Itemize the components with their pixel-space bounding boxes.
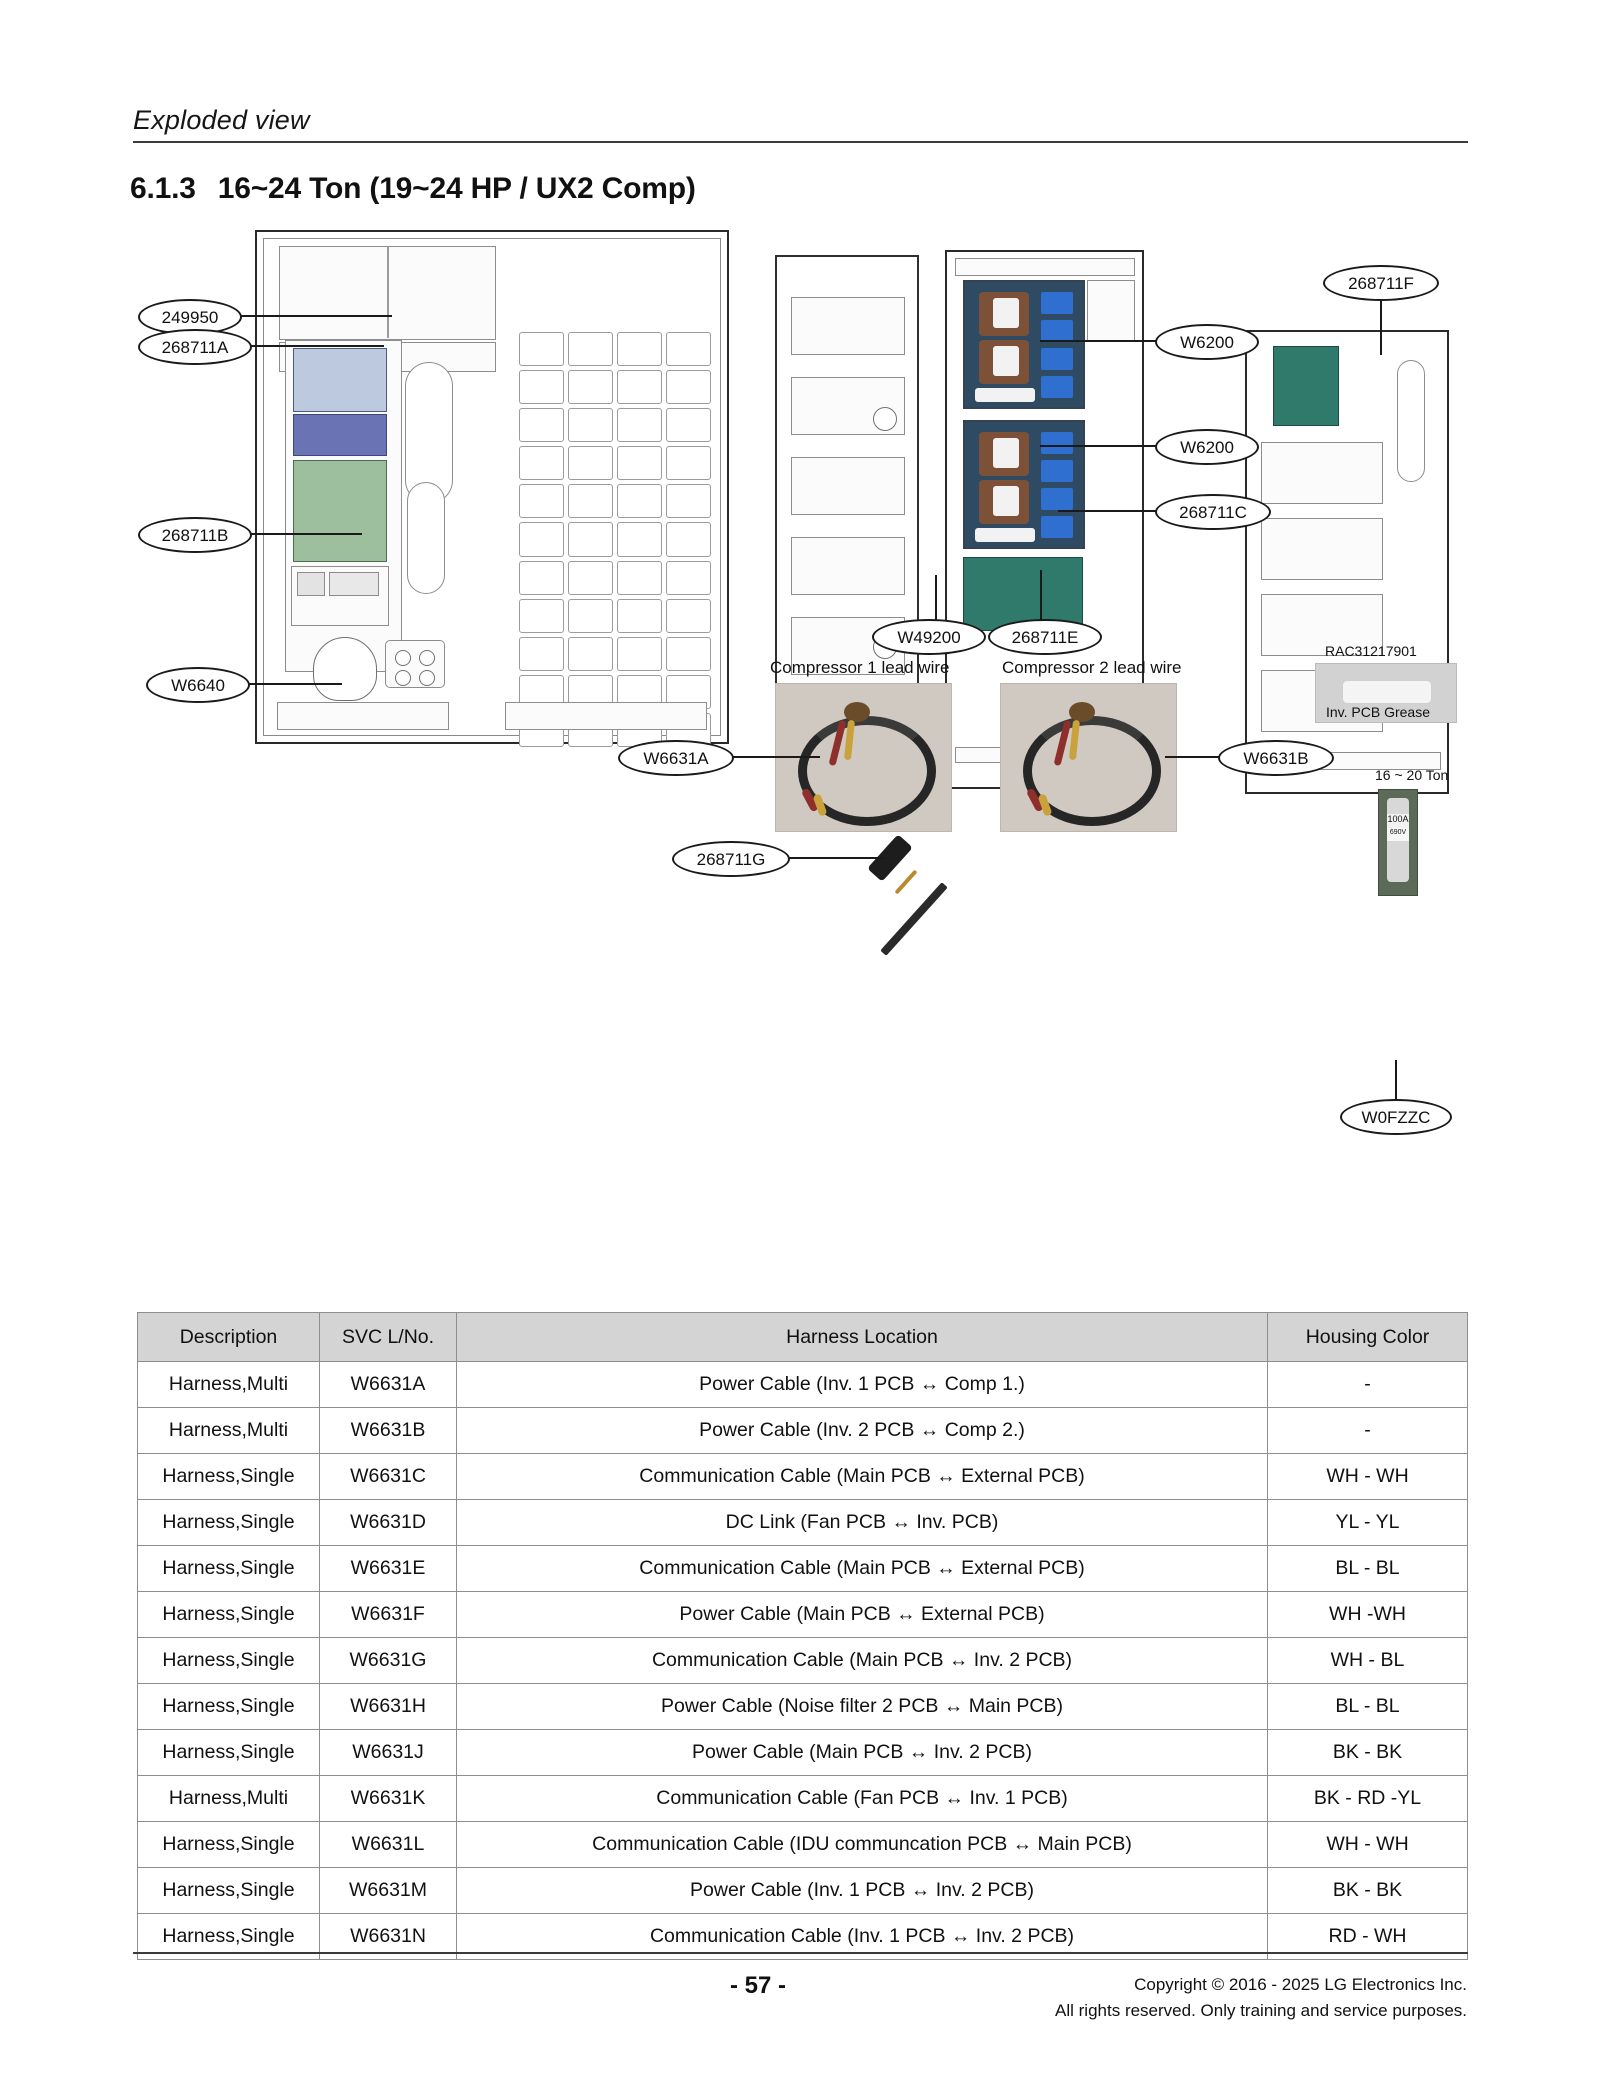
page-number: - 57 - — [730, 1972, 787, 1999]
callout-label: 268711B — [161, 525, 229, 545]
frame-slot-1 — [791, 297, 905, 355]
leader-268711E — [1040, 570, 1042, 620]
fuse-rating-label: 100A — [1387, 814, 1409, 828]
inverter-pcb-2 — [293, 460, 387, 562]
fuse-range-caption: 16 ~ 20 Ton — [1375, 767, 1449, 783]
callout-268711B[interactable] — [138, 517, 252, 553]
cell-location: Power Cable (Noise filter 2 PCB ↔ Main PCB) — [457, 1684, 1268, 1730]
callout-label: W6640 — [171, 675, 225, 695]
cell-description: Harness,Single — [138, 1684, 320, 1730]
cell-description: Harness,Single — [138, 1822, 320, 1868]
cell-location: Communication Cable (Inv. 1 PCB ↔ Inv. 2 PCB) — [457, 1914, 1268, 1960]
cell-color: BK - RD -YL — [1268, 1776, 1468, 1822]
cell-svc: W6631A — [320, 1362, 457, 1408]
compressor-2-caption: Compressor 2 lead wire — [1002, 658, 1182, 677]
table-row — [138, 1362, 1468, 1408]
callout-W6640[interactable] — [146, 667, 250, 703]
assembly-right-bay — [1087, 280, 1135, 342]
compressor-2 — [385, 640, 445, 688]
cell-color: BL - BL — [1268, 1684, 1468, 1730]
fuse-photo — [1378, 789, 1418, 896]
callout-W6631B[interactable] — [1218, 740, 1334, 776]
base-pan-right — [505, 702, 707, 730]
leader-268711C — [1058, 510, 1166, 512]
callout-W6631A[interactable] — [618, 740, 734, 776]
cell-location: Power Cable (Inv. 2 PCB ↔ Comp 2.) — [457, 1408, 1268, 1454]
cell-svc: W6631J — [320, 1730, 457, 1776]
callout-label: W6631A — [643, 748, 709, 768]
harness-table — [137, 1312, 1468, 1960]
harness-table-container — [137, 1312, 1467, 1960]
cell-color: WH - WH — [1268, 1822, 1468, 1868]
cell-location: Communication Cable (Main PCB ↔ External PCB) — [457, 1454, 1268, 1500]
cell-color: - — [1268, 1408, 1468, 1454]
cell-description: Harness,Multi — [138, 1776, 320, 1822]
compressor-1-lead-wire-photo — [775, 683, 952, 832]
cell-color: RD - WH — [1268, 1914, 1468, 1960]
thermistor-probe-photo — [880, 833, 1020, 953]
copyright-line-1: Copyright © 2016 - 2025 LG Electronics Inc. — [1134, 1975, 1467, 1994]
running-head: Exploded view — [133, 105, 310, 135]
cover-slot-1 — [1261, 442, 1383, 504]
assembly-top-rail — [955, 258, 1135, 276]
callout-label: W6200 — [1180, 437, 1234, 457]
cell-location: DC Link (Fan PCB ↔ Inv. PCB) — [457, 1500, 1268, 1546]
page-header — [133, 105, 1468, 143]
table-row — [138, 1776, 1468, 1822]
rear-cover-drawing — [1245, 330, 1449, 794]
cell-description: Harness,Single — [138, 1592, 320, 1638]
leader-268711G — [785, 857, 885, 859]
callout-W0FZZC[interactable] — [1340, 1099, 1452, 1135]
cell-color: WH -WH — [1268, 1592, 1468, 1638]
footer-divider — [133, 1952, 1468, 1954]
cell-color: BK - BK — [1268, 1730, 1468, 1776]
compressor-1-caption: Compressor 1 lead wire — [770, 658, 950, 677]
col-header-svc: SVC L/No. — [320, 1313, 457, 1362]
cover-handle — [1397, 360, 1425, 482]
copyright-line-2: All rights reserved. Only training and service purposes. — [1055, 2000, 1467, 2020]
cell-svc: W6631M — [320, 1868, 457, 1914]
table-header-row — [138, 1313, 1468, 1362]
table-row — [138, 1638, 1468, 1684]
cell-svc: W6631L — [320, 1822, 457, 1868]
cell-description: Harness,Single — [138, 1500, 320, 1546]
callout-label: W6631B — [1243, 748, 1309, 768]
table-row — [138, 1730, 1468, 1776]
cell-svc: W6631G — [320, 1638, 457, 1684]
callout-W49200[interactable] — [872, 619, 986, 655]
leader-W6200-2 — [1040, 445, 1158, 447]
cell-description: Harness,Single — [138, 1868, 320, 1914]
cell-description: Harness,Multi — [138, 1408, 320, 1454]
cell-location: Communication Cable (Fan PCB ↔ Inv. 1 PCB) — [457, 1776, 1268, 1822]
leader-W6631A — [730, 756, 820, 758]
accumulator-port-4 — [419, 670, 435, 686]
external-pcb — [1273, 346, 1339, 426]
callout-268711F[interactable] — [1323, 265, 1439, 301]
cell-location: Communication Cable (IDU communcation PCB ↔ Main PCB) — [457, 1822, 1268, 1868]
table-row — [138, 1500, 1468, 1546]
condenser-coil-grid — [519, 332, 711, 747]
section-number: 6.1.3 — [130, 172, 196, 205]
cell-svc: W6631H — [320, 1684, 457, 1730]
accumulator-port-3 — [395, 670, 411, 686]
cell-color: BL - BL — [1268, 1546, 1468, 1592]
cell-color: YL - YL — [1268, 1500, 1468, 1546]
cell-description: Harness,Single — [138, 1730, 320, 1776]
callout-268711A[interactable] — [138, 329, 252, 365]
callout-268711C[interactable] — [1155, 494, 1271, 530]
col-header-description: Description — [138, 1313, 320, 1362]
callout-label: W6200 — [1180, 332, 1234, 352]
grease-part-number: RAC31217901 — [1325, 643, 1417, 659]
cell-svc: W6631B — [320, 1408, 457, 1454]
cell-location: Power Cable (Main PCB ↔ External PCB) — [457, 1592, 1268, 1638]
callout-label: 268711G — [696, 849, 766, 869]
table-row — [138, 1546, 1468, 1592]
callout-W6200-upper[interactable] — [1155, 324, 1259, 360]
cell-description: Harness,Single — [138, 1546, 320, 1592]
callout-label: 268711F — [1348, 273, 1414, 293]
noise-filter-pcb — [329, 572, 379, 596]
inverter-module-2 — [963, 420, 1085, 549]
col-header-color: Housing Color — [1268, 1313, 1468, 1362]
exploded-view-figure — [0, 215, 1600, 1290]
cell-svc: W6631D — [320, 1500, 457, 1546]
callout-label: 249950 — [161, 307, 219, 327]
compressor-1 — [313, 637, 377, 701]
leader-W49200 — [935, 575, 937, 620]
cell-color: WH - BL — [1268, 1638, 1468, 1684]
grease-name-caption: Inv. PCB Grease — [1326, 704, 1431, 720]
cell-svc: W6631N — [320, 1914, 457, 1960]
cell-color: BK - BK — [1268, 1868, 1468, 1914]
callout-268711G[interactable] — [672, 841, 790, 877]
base-pan-left — [277, 702, 449, 730]
cell-color: WH - WH — [1268, 1454, 1468, 1500]
table-row — [138, 1868, 1468, 1914]
cell-svc: W6631E — [320, 1546, 457, 1592]
cell-location: Communication Cable (Main PCB ↔ Inv. 2 PCB) — [457, 1638, 1268, 1684]
section-title-text: 16~24 Ton (19~24 HP / UX2 Comp) — [217, 172, 696, 205]
cell-location: Power Cable (Inv. 1 PCB ↔ Inv. 2 PCB) — [457, 1868, 1268, 1914]
cell-description: Harness,Single — [138, 1914, 320, 1960]
cell-svc: W6631C — [320, 1454, 457, 1500]
cell-location: Power Cable (Main PCB ↔ Inv. 2 PCB) — [457, 1730, 1268, 1776]
main-pcb — [293, 348, 387, 412]
callout-label: 268711A — [161, 337, 229, 357]
cover-slot-2 — [1261, 518, 1383, 580]
inverter-module-1 — [963, 280, 1085, 409]
copyright-notice — [1055, 1972, 1467, 2023]
cell-description: Harness,Single — [138, 1454, 320, 1500]
cell-svc: W6631K — [320, 1776, 457, 1822]
callout-label: W0FZZC — [1361, 1107, 1431, 1127]
frame-slot-4 — [791, 537, 905, 595]
cell-svc: W6631F — [320, 1592, 457, 1638]
terminal-block — [297, 572, 325, 596]
leader-268711F — [1380, 295, 1382, 355]
outdoor-unit-front-drawing — [255, 230, 729, 744]
frame-slot-3 — [791, 457, 905, 515]
accumulator-port-2 — [419, 650, 435, 666]
cell-location: Communication Cable (Main PCB ↔ External PCB) — [457, 1546, 1268, 1592]
fuse-voltage-label: 690V — [1387, 828, 1409, 841]
callout-268711E[interactable] — [988, 619, 1102, 655]
cell-location: Power Cable (Inv. 1 PCB ↔ Comp 1.) — [457, 1362, 1268, 1408]
frame-hinge-upper — [873, 407, 897, 431]
table-row — [138, 1454, 1468, 1500]
cell-description: Harness,Multi — [138, 1362, 320, 1408]
callout-label: 268711C — [1179, 502, 1247, 522]
callout-label: W49200 — [897, 627, 961, 647]
leader-W6631B — [1165, 756, 1220, 758]
callout-W6200-lower[interactable] — [1155, 429, 1259, 465]
header-divider — [133, 141, 1468, 143]
col-header-location: Harness Location — [457, 1313, 1268, 1362]
page-title — [130, 172, 696, 206]
table-row — [138, 1408, 1468, 1454]
accumulator-port-1 — [395, 650, 411, 666]
table-row — [138, 1592, 1468, 1638]
table-row — [138, 1684, 1468, 1730]
cell-color: - — [1268, 1362, 1468, 1408]
cell-description: Harness,Single — [138, 1638, 320, 1684]
callout-label: 268711E — [1011, 627, 1079, 647]
leader-W6200-1 — [1040, 340, 1158, 342]
refrigerant-pipe-lower — [407, 482, 445, 594]
inverter-pcb-1 — [293, 414, 387, 456]
leader-W0FZZC — [1395, 1060, 1397, 1100]
compressor-2-lead-wire-photo — [1000, 683, 1177, 832]
table-row — [138, 1822, 1468, 1868]
